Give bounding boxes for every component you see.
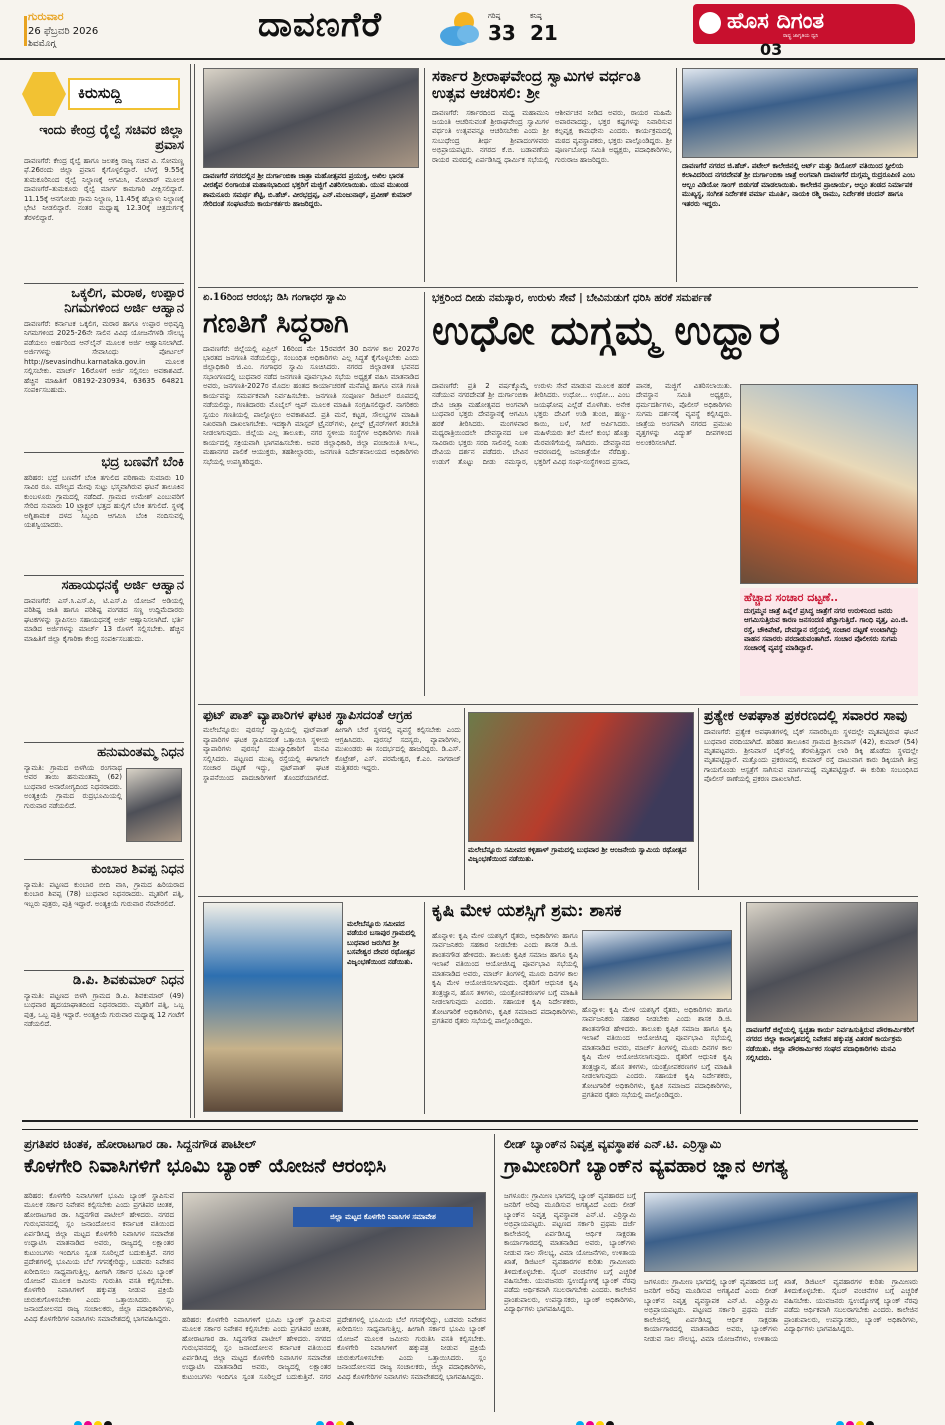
row-divider (198, 704, 918, 705)
brief-item (24, 124, 184, 280)
photo-jail-caption: ದಾವಣಗೆರೆ ಜಿಲ್ಲೆಯಲ್ಲಿ ಸ್ವಚ್ಛತಾ ಕಾರ್ಯ ನಿರ್ವಹಿಸುತ್ತಿರುವ ಪೌರಕಾರ್ಮಿಕರಿಗೆ ನಗರದ ಜಿಲ್ಲಾ ಕಾರಾಗೃಹದಲ್ಲಿ ನಿವೇಶನ ಹಕ್ಕುಪತ್ರ ವಿತರಣೆ ಕಾರ್ಯಕ್ರಮ ನಡೆಯಿತು. ಜಿಲ್ಲಾ ಪೌರಕಾರ್ಮಿಕರ ಸಂಘದ ಪದಾಧಿಕಾರಿಗಳು ಮನವಿ ಸಲ್ಲಿಸಿದರು. (746, 1026, 915, 1063)
story-jatra (203, 68, 419, 286)
story-raghavendra-title: ಸರ್ಕಾರ ಶ್ರೀರಾಘವೇಂದ್ರ ಸ್ವಾಮಿಗಳ ವರ್ಧಂತಿ ಉತ್ಸವ ಆಚರಿಸಲಿ: ಶ್ರೀ (432, 67, 641, 103)
story-leadbank-body-cont: ಜಗಳೂರು: ಗ್ರಾಮೀಣ ಭಾಗದಲ್ಲಿ ಬ್ಯಾಂಕ್ ವ್ಯವಹಾರದ ಬಗ್ಗೆ ಜನರಿಗೆ ಅರಿವು ಮೂಡಿಸುವ ಅಗತ್ಯವಿದೆ ಎಂದು ಲೀಡ್ ಬ್ಯಾಂಕ್‌ನ ನಿವೃತ್ತ ವ್ಯವಸ್ಥಾಪಕ ಎನ್.ಟಿ. ಎರ್ರಿಸ್ವಾಮಿ ಅಭಿಪ್ರಾಯಪಟ್ಟರು. ಪಟ್ಟಣದ ಸರ್ಕಾರಿ ಪ್ರಥಮ ದರ್ಜೆ ಕಾಲೇಜಿನಲ್ಲಿ ಏರ್ಪಡಿಸಿದ್ದ ಆರ್ಥಿಕ ಸಾಕ್ಷರತಾ ಕಾರ್ಯಾಗಾರದಲ್ಲಿ ಮಾತನಾಡಿದ ಅವರು, ಬ್ಯಾಂಕ್‌ಗಳು ನೀಡುವ ಸಾಲ ಸೌಲಭ್ಯ, ವಿಮಾ ಯೋಜನೆಗಳು, ಉಳಿತಾಯ ಖಾತೆ, ಡಿಜಿಟಲ್ ವ್ಯವಹಾರಗಳ ಕುರಿತು ಗ್ರಾಮೀಣರು ತಿಳಿದುಕೊಳ್ಳಬೇಕು. ಸೈಬರ್ ವಂಚನೆಗಳ ಬಗ್ಗೆ ಎಚ್ಚರಿಕೆ ವಹಿಸಬೇಕು. ಯುವಜನರು ಸ್ವಉದ್ಯೋಗಕ್ಕೆ ಬ್ಯಾಂಕ್ ನೆರವು ಪಡೆದು ಆರ್ಥಿಕವಾಗಿ ಸಬಲರಾಗಬೇಕು ಎಂದರು. ಕಾಲೇಜಿನ ಪ್ರಾಂಶುಪಾಲರು, ಉಪನ್ಯಾಸಕರು, ಬ್ಯಾಂಕ್ ಅಧಿಕಾರಿಗಳು, ವಿದ್ಯಾರ್ಥಿಗಳು ಭಾಗವಹಿಸಿದ್ದರು. (644, 1278, 918, 1343)
story-leadbank-title: ಗ್ರಾಮೀಣರಿಗೆ ಬ್ಯಾಂಕ್‌ನ ವ್ಯವಹಾರ ಜ್ಞಾನ ಅಗತ್ಯ (504, 1154, 788, 1177)
brand-logo-icon (699, 12, 721, 34)
brief-item (24, 579, 184, 739)
kirusuddi-banner (22, 72, 180, 118)
masthead-city: ಶಿವಮೊಗ್ಗ (28, 39, 56, 49)
section-separator (22, 1120, 918, 1130)
registration-marks (316, 1414, 356, 1425)
brief-item (24, 863, 184, 967)
brief-item (24, 746, 184, 856)
story-leadbank-kicker: ಲೀಡ್ ಬ್ಯಾಂಕ್‌ನ ನಿವೃತ್ತ ವ್ಯವಸ್ಥಾಪಕ ಎನ್.ಟಿ. ಎರ್ರಿಸ್ವಾಮಿ (504, 1137, 722, 1151)
photo-jail (746, 902, 918, 1114)
brand-name: ಹೊಸ ದಿಗಂತ (727, 8, 825, 34)
brief-title: ಇಂದು ಕೇಂದ್ರ ರೈಲ್ವೆ ಸಚಿವರ ಜಿಲ್ಲಾ ಪ್ರವಾಸ (39, 124, 184, 153)
brief-title: ಡಿ.ಪಿ. ಶಿವಕುಮಾರ್ ನಿಧನ (73, 974, 184, 988)
traffic-box (740, 588, 918, 696)
story-landbank-body-cont: ಹರಿಹರ: ಕೊಳಗೇರಿ ನಿವಾಸಿಗಳಿಗೆ ಭೂಮಿ ಬ್ಯಾಂಕ್ ಸ್ಥಾಪಿಸುವ ಮೂಲಕ ಸರ್ಕಾರ ನಿವೇಶನ ಕಲ್ಪಿಸಬೇಕು ಎಂದು ಪ್ರಗತಿಪರ ಚಿಂತಕ, ಹೋರಾಟಗಾರ ಡಾ. ಸಿದ್ದನಗೌಡ ಪಾಟೀಲ್ ಹೇಳಿದರು. ನಗರದ ಗುರುಭವನದಲ್ಲಿ ಸ್ಲಂ ಜನಾಂದೋಲನ ಕರ್ನಾಟಕ ವತಿಯಿಂದ ಏರ್ಪಡಿಸಿದ್ದ ಜಿಲ್ಲಾ ಮಟ್ಟದ ಕೊಳಗೇರಿ ನಿವಾಸಿಗಳ ಸಮಾವೇಶ ಉದ್ಘಾಟಿಸಿ ಮಾತನಾಡಿದ ಅವರು, ರಾಜ್ಯದಲ್ಲಿ ಲಕ್ಷಾಂತರ ಕುಟುಂಬಗಳು ಇಂದಿಗೂ ಸ್ವಂತ ಸೂರಿಲ್ಲದೆ ಬದುಕುತ್ತಿವೆ. ನಗರ ಪ್ರದೇಶಗಳಲ್ಲಿ ಭೂಮಿಯ ಬೆಲೆ ಗಗನಕ್ಕೇರಿದ್ದು, ಬಡವರು ನಿವೇಶನ ಖರೀದಿಸಲು ಸಾಧ್ಯವಾಗುತ್ತಿಲ್ಲ. ಹೀಗಾಗಿ ಸರ್ಕಾರ ಭೂಮಿ ಬ್ಯಾಂಕ್ ಯೋಜನೆ ಮೂಲಕ ಜಮೀನು ಗುರುತಿಸಿ ವಸತಿ ಕಲ್ಪಿಸಬೇಕು. ಕೊಳಗೇರಿ ನಿವಾಸಿಗಳಿಗೆ ಹಕ್ಕುಪತ್ರ ನೀಡುವ ಪ್ರಕ್ರಿಯೆ ಚುರುಕುಗೊಳಿಸಬೇಕು ಎಂದು ಒತ್ತಾಯಿಸಿದರು. ಸ್ಲಂ ಜನಾಂದೋಲನದ ರಾಜ್ಯ ಸಂಚಾಲಕರು, ಜಿಲ್ಲಾ ಪದಾಧಿಕಾರಿಗಳು, ವಿವಿಧ ಕೊಳಗೇರಿಗಳ ನಿವಾಸಿಗಳು ಸಮಾವೇಶದಲ್ಲಿ ಭಾಗವಹಿಸಿದ್ದರು. (182, 1316, 486, 1381)
brief-body: ನ್ಯಾಮತಿ: ಪಟ್ಟಣದ ಬಿಳಗಿ ಗ್ರಾಮದ ಡಿ.ಪಿ. ಶಿವಕುಮಾರ್ (49) ಬುಧವಾರ ಹೃದಯಾಘಾತದಿಂದ ನಿಧನರಾದರು. ಮೃತರಿಗೆ ಪತ್ನಿ, ಒಬ್ಬ ಪುತ್ರ, ಒಬ್ಬ ಪುತ್ರಿ ಇದ್ದಾರೆ. ಅಂತ್ಯಕ್ರಿಯೆ ಗುರುವಾರ ಮಧ್ಯಾಹ್ನ 12 ಗಂಟೆಗೆ ನಡೆಯಲಿದೆ. (24, 991, 184, 1029)
brief-body: ದಾವಣಗೆರೆ: ಕೇಂದ್ರ ರೈಲ್ವೆ ಹಾಗೂ ಜಲಶಕ್ತಿ ರಾಜ್ಯ ಸಚಿವ ವಿ. ಸೋಮಣ್ಣ ಫೆ.26ರಂದು ಜಿಲ್ಲಾ ಪ್ರವಾಸ ಕೈಗೊಳ್ಳಲಿದ್ದಾರೆ. ಬೆಳಗ್ಗೆ 9.55ಕ್ಕೆ ತುಮಕೂರಿನಿಂದ ರೈಲ್ವೆ ನಿಲ್ದಾಣಕ್ಕೆ ಆಗಮಿಸಿ, ಮೋಟಾರ್ ಮೂಲಕ ದಾವಣಗೆರೆ–ತುಮಕೂರು ರೈಲ್ವೆ ಮಾರ್ಗ ಕಾಮಗಾರಿ ವೀಕ್ಷಿಸಲಿದ್ದಾರೆ. 11.15ಕ್ಕೆ ಆನಗೋಡು ಗ್ರಾಮ ನಿಲ್ದಾಣ, 11.45ಕ್ಕೆ ಹೆಬ್ಬಾಳು ನಿಲ್ದಾಣಕ್ಕೆ ಭೇಟಿ ನೀಡಲಿದ್ದಾರೆ. ನಂತರ ಮಧ್ಯಾಹ್ನ 12.30ಕ್ಕೆ ಚಿತ್ರದುರ್ಗಕ್ಕೆ ತೆರಳಲಿದ್ದಾರೆ. (24, 156, 184, 222)
story-landbank-body: ಹರಿಹರ: ಕೊಳಗೇರಿ ನಿವಾಸಿಗಳಿಗೆ ಭೂಮಿ ಬ್ಯಾಂಕ್ ಸ್ಥಾಪಿಸುವ ಮೂಲಕ ಸರ್ಕಾರ ನಿವೇಶನ ಕಲ್ಪಿಸಬೇಕು ಎಂದು ಪ್ರಗತಿಪರ ಚಿಂತಕ, ಹೋರಾಟಗಾರ ಡಾ. ಸಿದ್ದನಗೌಡ ಪಾಟೀಲ್ ಹೇಳಿದರು. ನಗರದ ಗುರುಭವನದಲ್ಲಿ ಸ್ಲಂ ಜನಾಂದೋಲನ ಕರ್ನಾಟಕ ವತಿಯಿಂದ ಏರ್ಪಡಿಸಿದ್ದ ಜಿಲ್ಲಾ ಮಟ್ಟದ ಕೊಳಗೇರಿ ನಿವಾಸಿಗಳ ಸಮಾವೇಶ ಉದ್ಘಾಟಿಸಿ ಮಾತನಾಡಿದ ಅವರು, ರಾಜ್ಯದಲ್ಲಿ ಲಕ್ಷಾಂತರ ಕುಟುಂಬಗಳು ಇಂದಿಗೂ ಸ್ವಂತ ಸೂರಿಲ್ಲದೆ ಬದುಕುತ್ತಿವೆ. ನಗರ ಪ್ರದೇಶಗಳಲ್ಲಿ ಭೂಮಿಯ ಬೆಲೆ ಗಗನಕ್ಕೇರಿದ್ದು, ಬಡವರು ನಿವೇಶನ ಖರೀದಿಸಲು ಸಾಧ್ಯವಾಗುತ್ತಿಲ್ಲ. ಹೀಗಾಗಿ ಸರ್ಕಾರ ಭೂಮಿ ಬ್ಯಾಂಕ್ ಯೋಜನೆ ಮೂಲಕ ಜಮೀನು ಗುರುತಿಸಿ ವಸತಿ ಕಲ್ಪಿಸಬೇಕು. ಕೊಳಗೇರಿ ನಿವಾಸಿಗಳಿಗೆ ಹಕ್ಕುಪತ್ರ ನೀಡುವ ಪ್ರಕ್ರಿಯೆ ಚುರುಕುಗೊಳಿಸಬೇಕು ಎಂದು ಒತ್ತಾಯಿಸಿದರು. ಸ್ಲಂ ಜನಾಂದೋಲನದ ರಾಜ್ಯ ಸಂಚಾಲಕರು, ಜಿಲ್ಲಾ ಪದಾಧಿಕಾರಿಗಳು, ವಿವಿಧ ಕೊಳಗೇರಿಗಳ ನಿವಾಸಿಗಳು ಸಮಾವೇಶದಲ್ಲಿ ಭಾಗವಹಿಸಿದ್ದರು. (24, 1192, 174, 1323)
brief-item (24, 456, 184, 572)
registration-marks (74, 1414, 114, 1425)
story-accident (704, 708, 918, 894)
story-raghavendra (432, 68, 672, 286)
obituary-photo (126, 768, 182, 842)
brief-title: ಭದ್ರ ಬಣವೆಗೆ ಬೆಂಕಿ (101, 456, 184, 470)
brief-body: ದಾವಣಗೆರೆ: ಎಸ್.ಸಿ.ಎಸ್.ಪಿ, ಟಿ.ಎಸ್.ಪಿ ಯೋಜನೆ ಅಡಿಯಲ್ಲಿ ಪರಿಶಿಷ್ಟ ಜಾತಿ ಹಾಗೂ ಪರಿಶಿಷ್ಟ ಪಂಗಡದ ಸಣ್ಣ ಉದ್ದಿಮೆದಾರರು ಘಟಕಗಳನ್ನು ಸ್ಥಾಪಿಸಲು ಸಹಾಯಧನಕ್ಕೆ ಅರ್ಜಿ ಆಹ್ವಾನಿಸಲಾಗಿದೆ. ಭರ್ತಿ ಮಾಡಿದ ಅರ್ಜಿಗಳನ್ನು ಮಾರ್ಚ್ 13 ರೊಳಗೆ ಸಲ್ಲಿಸಬೇಕು. ಹೆಚ್ಚಿನ ಮಾಹಿತಿಗೆ ಜಿಲ್ಲಾ ಕೈಗಾರಿಕಾ ಕೇಂದ್ರ ಸಂಪರ್ಕಿಸಬಹುದು. (24, 596, 184, 643)
story-landbank-title: ಕೊಳಗೇರಿ ನಿವಾಸಿಗಳಿಗೆ ಭೂಮಿ ಬ್ಯಾಂಕ್ ಯೋಜನೆ ಆರಂಭಿಸಿ (24, 1154, 387, 1177)
traffic-box-title: ಹೆಚ್ಚಾದ ಸಂಚಾರ ದಟ್ಟಣೆ.. (744, 591, 838, 604)
temp-max-value: 33 (488, 21, 516, 45)
story-krishi-photo (582, 930, 732, 1000)
column-divider (194, 64, 195, 1118)
story-krishi-title: ಕೃಷಿ ಮೇಳ ಯಶಸ್ಸಿಗೆ ಶ್ರಮ: ಶಾಸಕ (432, 901, 622, 921)
story-census-body: ದಾವಣಗೆರೆ: ಜಿಲ್ಲೆಯಲ್ಲಿ ಏಪ್ರಿಲ್ 16ರಿಂದ ಮೇ 15ರವರೆಗೆ 30 ದಿನಗಳ ಕಾಲ 2027ರ ಭಾರತದ ಜನಗಣತಿ ನಡೆಯಲಿದ್ದು, ಸಂಬಂಧಿತ ಅಧಿಕಾರಿಗಳು ಎಲ್ಲ ಸಿದ್ಧತೆ ಕೈಗೊಳ್ಳಬೇಕು ಎಂದು ಜಿಲ್ಲಾಧಿಕಾರಿ ಜಿ.ಎಂ. ಗಂಗಾಧರ ಸ್ವಾಮಿ ಸೂಚಿಸಿದರು. ನಗರದ ಜಿಲ್ಲಾಡಳಿತ ಭವನದ ಸಭಾಂಗಣದಲ್ಲಿ ಬುಧವಾರ ನಡೆದ ಜನಗಣತಿ ಪೂರ್ವಭಾವಿ ಸಭೆಯ ಅಧ್ಯಕ್ಷತೆ ವಹಿಸಿ ಮಾತನಾಡಿದ ಅವರು, ಜನಗಣತಿ-2027ರ ಮೊದಲ ಹಂತದ ಕಾರ್ಯಾಚರಣೆ ಮನೆಪಟ್ಟಿ ಹಾಗೂ ವಸತಿ ಗಣತಿ ಕಾರ್ಯವನ್ನು ಸಮರ್ಪಕವಾಗಿ ನಿರ್ವಹಿಸಬೇಕು. ಜನಗಣತಿ ಸಂಪೂರ್ಣ ಡಿಜಿಟಲ್ ರೂಪದಲ್ಲಿ ನಡೆಯಲಿದ್ದು, ಗಣತಿದಾರರು ಮೊಬೈಲ್ ಆ್ಯಪ್ ಮೂಲಕ ಮಾಹಿತಿ ಸಂಗ್ರಹಿಸಲಿದ್ದಾರೆ. ನಾಗರಿಕರು ಸ್ವಯಂ ಗಣತಿಯಲ್ಲಿ ಪಾಲ್ಗೊಳ್ಳಲು ಅವಕಾಶವಿದೆ. ಪ್ರತಿ ಮನೆ, ಕಟ್ಟಡ, ಸೌಲಭ್ಯಗಳ ಮಾಹಿತಿ ನಿಖರವಾಗಿ ದಾಖಲಾಗಬೇಕು. ಇದಕ್ಕಾಗಿ ಮಾಸ್ಟರ್ ಟ್ರೈನರ್‌ಗಳು, ಫೀಲ್ಡ್ ಟ್ರೈನರ್‌ಗಳಿಗೆ ತರಬೇತಿ ನೀಡಲಾಗುವುದು. ಜಿಲ್ಲೆಯ ಎಲ್ಲ ತಾಲೂಕು, ನಗರ ಸ್ಥಳೀಯ ಸಂಸ್ಥೆಗಳ ಅಧಿಕಾರಿಗಳು ಗಣತಿ ಕಾರ್ಯದಲ್ಲಿ ಸಕ್ರಿಯವಾಗಿ ಭಾಗವಹಿಸಬೇಕು. ಅಪರ ಜಿಲ್ಲಾಧಿಕಾರಿ, ಜಿಲ್ಲಾ ಪಂಚಾಯಿತಿ ಸಿಇಒ, ಮಹಾನಗರ ಪಾಲಿಕೆ ಆಯುಕ್ತರು, ತಹಶೀಲ್ದಾರರು, ಜನಗಣತಿ ನಿರ್ದೇಶನಾಲಯದ ಅಧಿಕಾರಿಗಳು ಸಭೆಯಲ್ಲಿ ಉಪಸ್ಥಿತರಿದ್ದರು. (203, 344, 419, 466)
page-number: 03 (760, 40, 783, 59)
temp-max-label: ಗರಿಷ್ಠ (488, 12, 501, 20)
masthead-date: 26 ಫೆಬ್ರವರಿ 2026 (28, 26, 99, 37)
story-jatra-caption: ದಾವಣಗೆರೆ ನಗರದಲ್ಲಿನ ಶ್ರೀ ದುರ್ಗಾಂಬಿಕಾ ಜಾತ್ರಾ ಮಹೋತ್ಸವದ ಪ್ರಯುಕ್ತ, ಅಖಿಲ ಭಾರತ ವೀರಶೈವ ಲಿಂಗಾಯತ ಮಹಾಸಭಾದಿಂದ ಭಕ್ತರಿಗೆ ಮಜ್ಜಿಗೆ ವಿತರಿಸಲಾಯಿತು. ಯುವ ಮುಖಂಡ ಶಾಮನೂರು ಸಮರ್ಥ ಶೆಟ್ಟಿ, ಬಿ.ಹೆಚ್. ವೀರಭದ್ರಪ್ಪ, ಎನ್.ಮಂಜುನಾಥ್, ಪ್ರವೀಣ್ ಕುಮಾರ್ ಸೇರಿದಂತೆ ಸಂಘಟನೆಯ ಕಾರ್ಯಕರ್ತರು ಹಾಜರಿದ್ದರು. (203, 172, 413, 209)
story-phuttata-body: ಮಲೇಬೆನ್ನೂರು: ಪುರಸಭೆ ವ್ಯಾಪ್ತಿಯಲ್ಲಿ ಫುಟ್‌ಪಾತ್ ವ್ಯಾಪಾರಿಗಳ ಘಟಕ ಸ್ಥಾಪಿಸದಂತೆ ಒತ್ತಾಯಿಸಿ ಸ್ಥಳೀಯ ವ್ಯಾಪಾರಿಗಳು ಪುರಸಭೆ ಮುಖ್ಯಾಧಿಕಾರಿಗೆ ಮನವಿ ಸಲ್ಲಿಸಿದರು. ಪಟ್ಟಣದ ಮುಖ್ಯ ರಸ್ತೆಯಲ್ಲಿ ಈಗಾಗಲೇ ಸಂಚಾರ ದಟ್ಟಣೆ ಇದ್ದು, ಫುಟ್‌ಪಾತ್ ಘಟಕ ಸ್ಥಾಪನೆಯಿಂದ ಪಾದಚಾರಿಗಳಿಗೆ ತೊಂದರೆಯಾಗಲಿದೆ. ಹೀಗಾಗಿ ಬೇರೆ ಸ್ಥಳದಲ್ಲಿ ವ್ಯವಸ್ಥೆ ಕಲ್ಪಿಸಬೇಕು ಎಂದು ಆಗ್ರಹಿಸಿದರು. ಪುರಸಭೆ ಸದಸ್ಯರು, ವ್ಯಾಪಾರಿಗಳು, ಮುಖಂಡರು ಈ ಸಂದರ್ಭದಲ್ಲಿ ಹಾಜರಿದ್ದರು. ಡಿ.ಎಸ್. ಕೊಟ್ರೇಶ್, ಎಸ್. ಪರಮೇಶ್ವರ, ಕೆ.ಎಂ. ನಾಗರಾಜ್ ಮತ್ತಿತರರು ಇದ್ದರು. (203, 726, 461, 782)
kirusuddi-label: ಕಿರುಸುದ್ದಿ (78, 84, 122, 102)
story-dugamma-kicker: ಭಕ್ತರಿಂದ ದೀಡು ನಮಸ್ಕಾರ, ಉರುಳು ಸೇವೆ | ಬೇವಿನುಡುಗೆ ಧರಿಸಿ ಹರಕೆ ಸಮರ್ಪಣೆ (432, 292, 712, 304)
traffic-box-body: ದುಗ್ಗಮ್ಮನ ಜಾತ್ರೆ ಹಿನ್ನೆಲೆ ಪ್ರಸಿದ್ಧ ಜಾತ್ರೆಗೆ ನಗರ ಉರುಳಿನಿಂದ ಜನರು ಆಗಮಿಸುತ್ತಿರುವ ಕಾರಣ ಜನಸಂದಣಿ ಹೆಚ್ಚಾಗುತ್ತಿದೆ. ಗಾಂಧಿ ವೃತ್ತ, ಎಂ.ಜಿ. ರಸ್ತೆ, ಚೌಕಿಪೇಟೆ, ದೇವಸ್ಥಾನ ರಸ್ತೆಯಲ್ಲಿ ಸಂಚಾರ ದಟ್ಟಣೆ ಉಂಟಾಗಿದ್ದು ವಾಹನ ಸವಾರರು ಪರದಾಡುವಂತಾಗಿದೆ. ಸಂಚಾರ ಪೊಲೀಸರು ಸುಗಮ ಸಂಚಾರಕ್ಕೆ ವ್ಯವಸ್ಥೆ ಮಾಡಿದ್ದಾರೆ. (744, 606, 909, 653)
masthead-day: ಗುರುವಾರ (28, 10, 64, 23)
kirusuddi-hand-icon (22, 72, 66, 116)
story-leadbank-photo (644, 1192, 918, 1272)
left-column (24, 124, 184, 1116)
story-college-caption: ದಾವಣಗೆರೆ ನಗರದ ಜಿ.ಹೆಚ್. ಪಟೇಲ್ ಕಾಲೇಜಿನಲ್ಲಿ ಆರ್ಟ್ ಮತ್ತು ಡಿಯೋಸ್ ವತಿಯಿಂದ ಸ್ಟೀಲಿಯ ಕಲಾವಿದರಿಂದ ನಗರದೇವತೆ ಶ್ರೀ ದುರ್ಗಾಂಬಿಕಾ ಜಾತ್ರೆ ಅಂಗವಾಗಿ ದಾವಣಗೆರೆ ದುಗ್ಗಮ್ಮ ರುದ್ರರೂಪಿಣಿ ಎಂಬ ಆಲ್ಬಂ ವಿಡಿಯೋ ಸಾಂಗ್ ಬಿಡುಗಡೆ ಮಾಡಲಾಯಿತು. ಕಾಲೇಜಿನ ಪ್ರಾಚಾರ್ಯ, ಆಲ್ಬಂ ತಂಡದ ನಿರ್ಮಾಪಕ ಮುಖ್ಯಸ್ಥ, ಸಂಗೀತ ನಿರ್ದೇಶಕ ವರ್ಮಾ ಮೂರ್ತಿ, ನಾಯಕಿ ರಶ್ಮಿ ರಾಮು, ನಿರ್ದೇಶಕ ಚಂದನ್ ಹಾಗೂ ಇತರರು ಇದ್ದರು. (682, 162, 915, 208)
brief-item (24, 287, 184, 449)
story-landbank-kicker: ಪ್ರಗತಿಪರ ಚಿಂತಕ, ಹೋರಾಟಗಾರ ಡಾ. ಸಿದ್ದನಗೌಡ ಪಾಟೀಲ್ (24, 1137, 257, 1151)
registration-marks (576, 1414, 616, 1425)
photo-jail-image (746, 902, 918, 1022)
story-landbank (24, 1138, 486, 1412)
story-college-photo (682, 68, 918, 158)
masthead-date-block (28, 10, 198, 49)
story-landbank-banner: ಜಿಲ್ಲಾ ಮಟ್ಟದ ಕೊಳಗೇರಿ ನಿವಾಸಿಗಳ ಸಮಾವೇಶ (293, 1207, 473, 1227)
story-dugamma-body: ದಾವಣಗೆರೆ: ಪ್ರತಿ 2 ವರ್ಷಕ್ಕೊಮ್ಮೆ ನಡೆಯುವ ನಗರದೇವತೆ ಶ್ರೀ ದುರ್ಗಾಂಬಿಕಾ ದೇವಿ ಜಾತ್ರಾ ಮಹೋತ್ಸವದ ಅಂಗವಾಗಿ ಬುಧವಾರ ಭಕ್ತರು ದೇವಸ್ಥಾನಕ್ಕೆ ಆಗಮಿಸಿ ಹರಕೆ ತೀರಿಸಿದರು. ಮಂಗಳವಾರ ಮಧ್ಯರಾತ್ರಿಯಿಂದಲೇ ದೇವಸ್ಥಾನದ ಬಳಿ ಸಾವಿರಾರು ಭಕ್ತರು ಸರದಿ ಸಾಲಿನಲ್ಲಿ ನಿಂತು ದೇವಿಯ ದರ್ಶನ ಪಡೆದರು. ಬೇವಿನ ಉಡುಗೆ ತೊಟ್ಟು ದೀಡು ನಮಸ್ಕಾರ, ಉರುಳು ಸೇವೆ ಮಾಡುವ ಮೂಲಕ ಹರಕೆ ತೀರಿಸಿದರು. ಉಧೋ... ಉಧೋ... ಎಂಬ ಜಯಘೋಷ ಎಲ್ಲೆಡೆ ಮೊಳಗಿತು. ಅನೇಕ ಭಕ್ತರು ದೇವಿಗೆ ಉಡಿ ತುಂಬಿ, ಹಣ್ಣು-ಕಾಯಿ, ಬಳೆ, ಸೀರೆ ಅರ್ಪಿಸಿದರು. ಮಹಿಳೆಯರು ತಲೆ ಮೇಲೆ ಕುಂಭ ಹೊತ್ತು ಮೆರವಣಿಗೆಯಲ್ಲಿ ಸಾಗಿದರು. ದೇವಸ್ಥಾನದ ಆವರಣದಲ್ಲಿ ಜನಜಾತ್ರೆಯೇ ನೆರೆದಿತ್ತು. ಭಕ್ತರಿಗೆ ವಿವಿಧ ಸಂಘ-ಸಂಸ್ಥೆಗಳಿಂದ ಪ್ರಸಾದ, ಪಾನಕ, ಮಜ್ಜಿಗೆ ವಿತರಿಸಲಾಯಿತು. ದೇವಸ್ಥಾನ ಸಮಿತಿ ಅಧ್ಯಕ್ಷರು, ಧರ್ಮದರ್ಶಿಗಳು, ಪೊಲೀಸ್ ಅಧಿಕಾರಿಗಳು ಸುಗಮ ದರ್ಶನಕ್ಕೆ ವ್ಯವಸ್ಥೆ ಕಲ್ಪಿಸಿದ್ದರು. ಜಾತ್ರೆಯ ಅಂಗವಾಗಿ ನಗರದ ಪ್ರಮುಖ ವೃತ್ತಗಳನ್ನು ವಿದ್ಯುತ್ ದೀಪಗಳಿಂದ ಅಲಂಕರಿಸಲಾಗಿದೆ. (432, 382, 732, 466)
story-landbank-photo (182, 1192, 486, 1310)
brief-title: ಕುಂಬಾರ ಶಿವಪ್ಪ ನಿಧನ (91, 863, 184, 877)
weather-cloud-icon (436, 8, 482, 50)
story-accident-body: ದಾವಣಗೆರೆ: ಪ್ರತ್ಯೇಕ ಅಪಘಾತಗಳಲ್ಲಿ ಬೈಕ್ ಸವಾರರಿಬ್ಬರು ಸ್ಥಳದಲ್ಲೇ ಮೃತಪಟ್ಟಿರುವ ಘಟನೆ ಬುಧವಾರ ವರದಿಯಾಗಿದೆ. ಹರಿಹರ ತಾಲೂಕಿನ ಗ್ರಾಮದ ಶ್ರೀನಿವಾಸ್ (42), ಕುಮಾರ್ (54) ಮೃತಪಟ್ಟವರು. ಶ್ರೀನಿವಾಸ್ ಬೈಕ್‌ನಲ್ಲಿ ತೆರಳುತ್ತಿದ್ದಾಗ ಲಾರಿ ಡಿಕ್ಕಿ ಹೊಡೆದು ಸ್ಥಳದಲ್ಲೇ ಮೃತಪಟ್ಟಿದ್ದಾರೆ. ಮತ್ತೊಂದು ಪ್ರಕರಣದಲ್ಲಿ ಕುಮಾರ್ ರಸ್ತೆ ದಾಟುವಾಗ ಕಾರು ಡಿಕ್ಕಿಯಾಗಿ ತೀವ್ರ ಗಾಯಗೊಂಡು ಆಸ್ಪತ್ರೆಗೆ ಸಾಗಿಸುವ ಮಾರ್ಗಮಧ್ಯೆ ಮೃತಪಟ್ಟಿದ್ದಾರೆ. ಈ ಕುರಿತು ಸಂಬಂಧಿಸಿದ ಪೊಲೀಸ್ ಠಾಣೆಯಲ್ಲಿ ಪ್ರಕರಣ ದಾಖಲಾಗಿದೆ. (704, 728, 918, 784)
story-phuttata (203, 708, 461, 894)
story-leadbank-body: ಜಗಳೂರು: ಗ್ರಾಮೀಣ ಭಾಗದಲ್ಲಿ ಬ್ಯಾಂಕ್ ವ್ಯವಹಾರದ ಬಗ್ಗೆ ಜನರಿಗೆ ಅರಿವು ಮೂಡಿಸುವ ಅಗತ್ಯವಿದೆ ಎಂದು ಲೀಡ್ ಬ್ಯಾಂಕ್‌ನ ನಿವೃತ್ತ ವ್ಯವಸ್ಥಾಪಕ ಎನ್.ಟಿ. ಎರ್ರಿಸ್ವಾಮಿ ಅಭಿಪ್ರಾಯಪಟ್ಟರು. ಪಟ್ಟಣದ ಸರ್ಕಾರಿ ಪ್ರಥಮ ದರ್ಜೆ ಕಾಲೇಜಿನಲ್ಲಿ ಏರ್ಪಡಿಸಿದ್ದ ಆರ್ಥಿಕ ಸಾಕ್ಷರತಾ ಕಾರ್ಯಾಗಾರದಲ್ಲಿ ಮಾತನಾಡಿದ ಅವರು, ಬ್ಯಾಂಕ್‌ಗಳು ನೀಡುವ ಸಾಲ ಸೌಲಭ್ಯ, ವಿಮಾ ಯೋಜನೆಗಳು, ಉಳಿತಾಯ ಖಾತೆ, ಡಿಜಿಟಲ್ ವ್ಯವಹಾರಗಳ ಕುರಿತು ಗ್ರಾಮೀಣರು ತಿಳಿದುಕೊಳ್ಳಬೇಕು. ಸೈಬರ್ ವಂಚನೆಗಳ ಬಗ್ಗೆ ಎಚ್ಚರಿಕೆ ವಹಿಸಬೇಕು. ಯುವಜನರು ಸ್ವಉದ್ಯೋಗಕ್ಕೆ ಬ್ಯಾಂಕ್ ನೆರವು ಪಡೆದು ಆರ್ಥಿಕವಾಗಿ ಸಬಲರಾಗಬೇಕು ಎಂದರು. ಕಾಲೇಜಿನ ಪ್ರಾಂಶುಪಾಲರು, ಉಪನ್ಯಾಸಕರು, ಬ್ಯಾಂಕ್ ಅಧಿಕಾರಿಗಳು, ವಿದ್ಯಾರ್ಥಿಗಳು ಭಾಗವಹಿಸಿದ್ದರು. (504, 1192, 636, 1314)
story-dugamma-photo (740, 384, 918, 584)
row-divider (198, 896, 918, 897)
brief-title: ಒಕ್ಕಲಿಗ, ಮರಾಠ, ಉಪ್ಪಾರ ನಿಗಮಗಳಿಂದ ಅರ್ಜಿ ಆಹ್ವಾನ (64, 287, 184, 316)
story-krishi-body-cont: ಹೊನ್ನಾಳಿ: ಕೃಷಿ ಮೇಳ ಯಶಸ್ಸಿಗೆ ರೈತರು, ಅಧಿಕಾರಿಗಳು ಹಾಗೂ ಸಾರ್ವಜನಿಕರು ಸಹಕಾರ ನೀಡಬೇಕು ಎಂದು ಶಾಸಕ ಡಿ.ಜಿ. ಶಾಂತನಗೌಡ ಹೇಳಿದರು. ತಾಲೂಕು ಕೃಷಿಕ ಸಮಾಜ ಹಾಗೂ ಕೃಷಿ ಇಲಾಖೆ ವತಿಯಿಂದ ಆಯೋಜಿಸಿದ್ದ ಪೂರ್ವಭಾವಿ ಸಭೆಯಲ್ಲಿ ಮಾತನಾಡಿದ ಅವರು, ಮಾರ್ಚ್ ತಿಂಗಳಲ್ಲಿ ಮೂರು ದಿನಗಳ ಕಾಲ ಕೃಷಿ ಮೇಳ ಆಯೋಜಿಸಲಾಗುವುದು. ರೈತರಿಗೆ ಆಧುನಿಕ ಕೃಷಿ ತಂತ್ರಜ್ಞಾನ, ಹೊಸ ತಳಿಗಳು, ಯಂತ್ರೋಪಕರಣಗಳ ಬಗ್ಗೆ ಮಾಹಿತಿ ನೀಡಲಾಗುವುದು ಎಂದರು. ಸಹಾಯಕ ಕೃಷಿ ನಿರ್ದೇಶಕರು, ತೋಟಗಾರಿಕೆ ಅಧಿಕಾರಿಗಳು, ಕೃಷಿಕ ಸಮಾಜದ ಪದಾಧಿಕಾರಿಗಳು, ಪ್ರಗತಿಪರ ರೈತರು ಸಭೆಯಲ್ಲಿ ಪಾಲ್ಗೊಂಡಿದ್ದರು. (582, 1006, 732, 1099)
brand-tagline: ರಾಷ್ಟ್ರ ಜಾಗೃತಿಯ ಧ್ವನಿ (783, 33, 819, 39)
edition-title: ದಾವಣಗೆರೆ (258, 5, 382, 45)
row-divider (198, 287, 918, 288)
story-krishi (432, 902, 732, 1114)
photo-rath (203, 902, 421, 1114)
photo-temple-image (468, 712, 694, 842)
brief-body: ನ್ಯಾಮತಿ: ಪಟ್ಟಣದ ಕುಂಬಾರ ಬೀದಿ ವಾಸಿ, ಗ್ರಾಮದ ಹಿರಿಯರಾದ ಕುಂಬಾರ ಶಿವಪ್ಪ (78) ಬುಧವಾರ ನಿಧನರಾದರು. ಮೃತರಿಗೆ ಪತ್ನಿ, ಇಬ್ಬರು ಪುತ್ರರು, ಪುತ್ರಿ ಇದ್ದಾರೆ. ಅಂತ್ಯಕ್ರಿಯೆ ಗುರುವಾರ ನೆರವೇರಲಿದೆ. (24, 880, 184, 908)
masthead-accent-bar (24, 16, 27, 46)
story-college (682, 68, 918, 286)
brand-logo (693, 4, 915, 44)
temp-max (488, 12, 516, 45)
photo-rath-caption: ಮಲೇಬೆನ್ನೂರು ಸಮೀಪದ ವಡೆಯರ ಬಸಾಪುರ ಗ್ರಾಮದಲ್ಲಿ ಬುಧವಾರ ಜರುಗಿದ ಶ್ರೀ ಬಸವೇಶ್ವರ ದೇವರ ರಥೋತ್ಸವ ವಿಜೃಂಭಣೆಯಿಂದ ನಡೆಯಿತು. (347, 920, 416, 966)
kirusuddi-label-box (68, 78, 180, 110)
masthead (0, 0, 945, 60)
registration-marks (836, 1414, 876, 1425)
story-leadbank (504, 1138, 918, 1412)
story-census (203, 292, 419, 700)
story-dugamma (432, 292, 918, 700)
column-divider (190, 64, 191, 1118)
brief-body: ಹರಿಹರ: ಭದ್ರೆ ಬಣವೆಗೆ ಬೆಂಕಿ ತಗುಲಿದ ಪರಿಣಾಮ ಸುಮಾರು 10 ಸಾವಿರ ರೂ. ಮೌಲ್ಯದ ಮೇವು ಸುಟ್ಟು ಭಸ್ಮವಾಗಿರುವ ಘಟನೆ ತಾಲೂಕಿನ ಕುಂಬಳೂರು ಗ್ರಾಮದಲ್ಲಿ ನಡೆದಿದೆ. ಗ್ರಾಮದ ಉಮೇಶ್ ಎಂಬುವರಿಗೆ ಸೇರಿದ ಸುಮಾರು 10 ಟ್ರ್ಯಾಕ್ಟರ್ ಭತ್ತದ ಹುಲ್ಲಿಗೆ ಬೆಂಕಿ ತಗುಲಿದೆ. ಸ್ಥಳಕ್ಕೆ ಅಗ್ನಿಶಾಮಕ ದಳದ ಸಿಬ್ಬಂದಿ ಆಗಮಿಸಿ ಬೆಂಕಿ ನಂದಿಸುವಲ್ಲಿ ಯಶಸ್ವಿಯಾದರು. (24, 473, 184, 530)
photo-temple (468, 712, 694, 892)
story-accident-title: ಪ್ರತ್ಯೇಕ ಅಪಘಾತ ಪ್ರಕರಣದಲ್ಲಿ ಸವಾರರ ಸಾವು (704, 708, 908, 724)
brief-title: ಸಹಾಯಧನಕ್ಕೆ ಅರ್ಜಿ ಆಹ್ವಾನ (61, 579, 184, 593)
brief-body: ದಾವಣಗೆರೆ: ಕರ್ನಾಟಕ ಒಕ್ಕಲಿಗ, ಮರಾಠ ಹಾಗೂ ಉಪ್ಪಾರ ಅಭಿವೃದ್ಧಿ ನಿಗಮಗಳಿಂದ 2025-26ನೇ ಸಾಲಿನ ವಿವಿಧ ಯೋಜನೆಗಳಡಿ ಸೌಲಭ್ಯ ಪಡೆಯಲು ಅರ್ಹರಿಂದ ಆನ್‌ಲೈನ್ ಮೂಲಕ ಅರ್ಜಿ ಆಹ್ವಾನಿಸಲಾಗಿದೆ. ಅರ್ಜಿಗಳನ್ನು ಸೇವಾಸಿಂಧು ಪೋರ್ಟಲ್ http://sevasindhu.karnataka.gov.in ಮೂಲಕ ಸಲ್ಲಿಸಬೇಕು. ಮಾರ್ಚ್ 16ರೊಳಗೆ ಅರ್ಜಿ ಸಲ್ಲಿಸಲು ಅವಕಾಶವಿದೆ. ಹೆಚ್ಚಿನ ಮಾಹಿತಿಗೆ 08192-230934, 63635 64821 ಸಂಪರ್ಕಿಸಬಹುದು. (24, 319, 184, 394)
temp-min-label: ಕನಿಷ್ಠ (530, 12, 542, 20)
story-raghavendra-body: ದಾವಣಗೆರೆ: ಸರ್ಕಾರದಿಂದ ಮಧ್ವ ಮಹಾಮುನಿ ಜಯಂತಿ ಆಚರಿಸುವಂತೆ ಶ್ರೀರಾಘವೇಂದ್ರ ಸ್ವಾಮಿಗಳ ವರ್ಧಂತಿ ಉತ್ಸವವನ್ನೂ ಆಚರಿಸಬೇಕು ಎಂದು ಶ್ರೀ ಸುಬುಧೇಂದ್ರ ತೀರ್ಥ ಶ್ರೀಪಾದಂಗಳವರು ಅಭಿಪ್ರಾಯಪಟ್ಟರು. ನಗರದ ಕೆ.ಬಿ. ಬಡಾವಣೆಯ ರಾಯರ ಮಠದಲ್ಲಿ ಏರ್ಪಡಿಸಿದ್ದ ಧಾರ್ಮಿಕ ಸಭೆಯಲ್ಲಿ ಆಶೀರ್ವಚನ ನೀಡಿದ ಅವರು, ರಾಯರ ಮಹಿಮೆ ಅಪಾರವಾದದ್ದು, ಭಕ್ತರ ಕಷ್ಟಗಳನ್ನು ನಿವಾರಿಸುವ ಕಲ್ಪವೃಕ್ಷ ಕಾಮಧೇನು ಎಂದರು. ಕಾರ್ಯಕ್ರಮದಲ್ಲಿ ಮಠದ ವ್ಯವಸ್ಥಾಪಕರು, ಭಕ್ತರು ಪಾಲ್ಗೊಂಡಿದ್ದರು. ಶ್ರೀ ಪೂರ್ಣಬೋಧ ಸಮಿತಿ ಅಧ್ಯಕ್ಷರು, ಪದಾಧಿಕಾರಿಗಳು, ಗುರುರಾಜ ಹಾಜರಿದ್ದರು. (432, 108, 672, 164)
story-census-kicker: ಏ.16ರಿಂದ ಆರಂಭ; ಡಿಸಿ ಗಂಗಾಧರ ಸ್ವಾಮಿ (203, 292, 347, 303)
photo-temple-caption: ಮಲೇಬೆನ್ನೂರು ಸಮೀಪದ ಕಳ್ಳಿಹಾಳ್ ಗ್ರಾಮದಲ್ಲಿ ಬುಧವಾರ ಶ್ರೀ ಆಂಜನೇಯ ಸ್ವಾಮಿಯ ರಥೋತ್ಸವ ವಿಜೃಂಭಣೆಯಿಂದ ನಡೆಯಿತು. (468, 846, 687, 864)
story-krishi-body: ಹೊನ್ನಾಳಿ: ಕೃಷಿ ಮೇಳ ಯಶಸ್ಸಿಗೆ ರೈತರು, ಅಧಿಕಾರಿಗಳು ಹಾಗೂ ಸಾರ್ವಜನಿಕರು ಸಹಕಾರ ನೀಡಬೇಕು ಎಂದು ಶಾಸಕ ಡಿ.ಜಿ. ಶಾಂತನಗೌಡ ಹೇಳಿದರು. ತಾಲೂಕು ಕೃಷಿಕ ಸಮಾಜ ಹಾಗೂ ಕೃಷಿ ಇಲಾಖೆ ವತಿಯಿಂದ ಆಯೋಜಿಸಿದ್ದ ಪೂರ್ವಭಾವಿ ಸಭೆಯಲ್ಲಿ ಮಾತನಾಡಿದ ಅವರು, ಮಾರ್ಚ್ ತಿಂಗಳಲ್ಲಿ ಮೂರು ದಿನಗಳ ಕಾಲ ಕೃಷಿ ಮೇಳ ಆಯೋಜಿಸಲಾಗುವುದು. ರೈತರಿಗೆ ಆಧುನಿಕ ಕೃಷಿ ತಂತ್ರಜ್ಞಾನ, ಹೊಸ ತಳಿಗಳು, ಯಂತ್ರೋಪಕರಣಗಳ ಬಗ್ಗೆ ಮಾಹಿತಿ ನೀಡಲಾಗುವುದು ಎಂದರು. ಸಹಾಯಕ ಕೃಷಿ ನಿರ್ದೇಶಕರು, ತೋಟಗಾರಿಕೆ ಅಧಿಕಾರಿಗಳು, ಕೃಷಿಕ ಸಮಾಜದ ಪದಾಧಿಕಾರಿಗಳು, ಪ್ರಗತಿಪರ ರೈತರು ಸಭೆಯಲ್ಲಿ ಪಾಲ್ಗೊಂಡಿದ್ದರು. (432, 932, 578, 1025)
temp-min (530, 12, 558, 45)
story-jatra-photo (203, 68, 419, 168)
brief-item (24, 974, 184, 1104)
brief-body: ನ್ಯಾಮತಿ: ಗ್ರಾಮದ ಬಿಳಗಿಯ ರಂಗನಾಥ ಅವರ ತಾಯಿ ಹನುಮಂತಮ್ಮ (62) ಬುಧವಾರ ಅನಾರೋಗ್ಯದಿಂದ ನಿಧನರಾದರು. ಅಂತ್ಯಕ್ರಿಯೆ ಗ್ರಾಮದ ರುದ್ರಭೂಮಿಯಲ್ಲಿ ಗುರುವಾರ ನಡೆಯಲಿದೆ. (24, 763, 122, 810)
story-phuttata-title: ಫುಟ್ ಪಾತ್ ವ್ಯಾಪಾರಿಗಳ ಘಟಕ ಸ್ಥಾಪಿಸದಂತೆ ಆಗ್ರಹ (203, 707, 413, 722)
temp-min-value: 21 (530, 21, 558, 45)
story-dugamma-title: ಉಧೋ ದುಗ್ಗಮ್ಮ ಉಧ್ಹಾರ (432, 307, 782, 355)
photo-rath-image (203, 902, 343, 1112)
brief-title: ಹನುಮಂತಮ್ಮ ನಿಧನ (97, 746, 184, 760)
story-census-title: ಗಣತಿಗೆ ಸಿದ್ಧರಾಗಿ (203, 307, 349, 339)
